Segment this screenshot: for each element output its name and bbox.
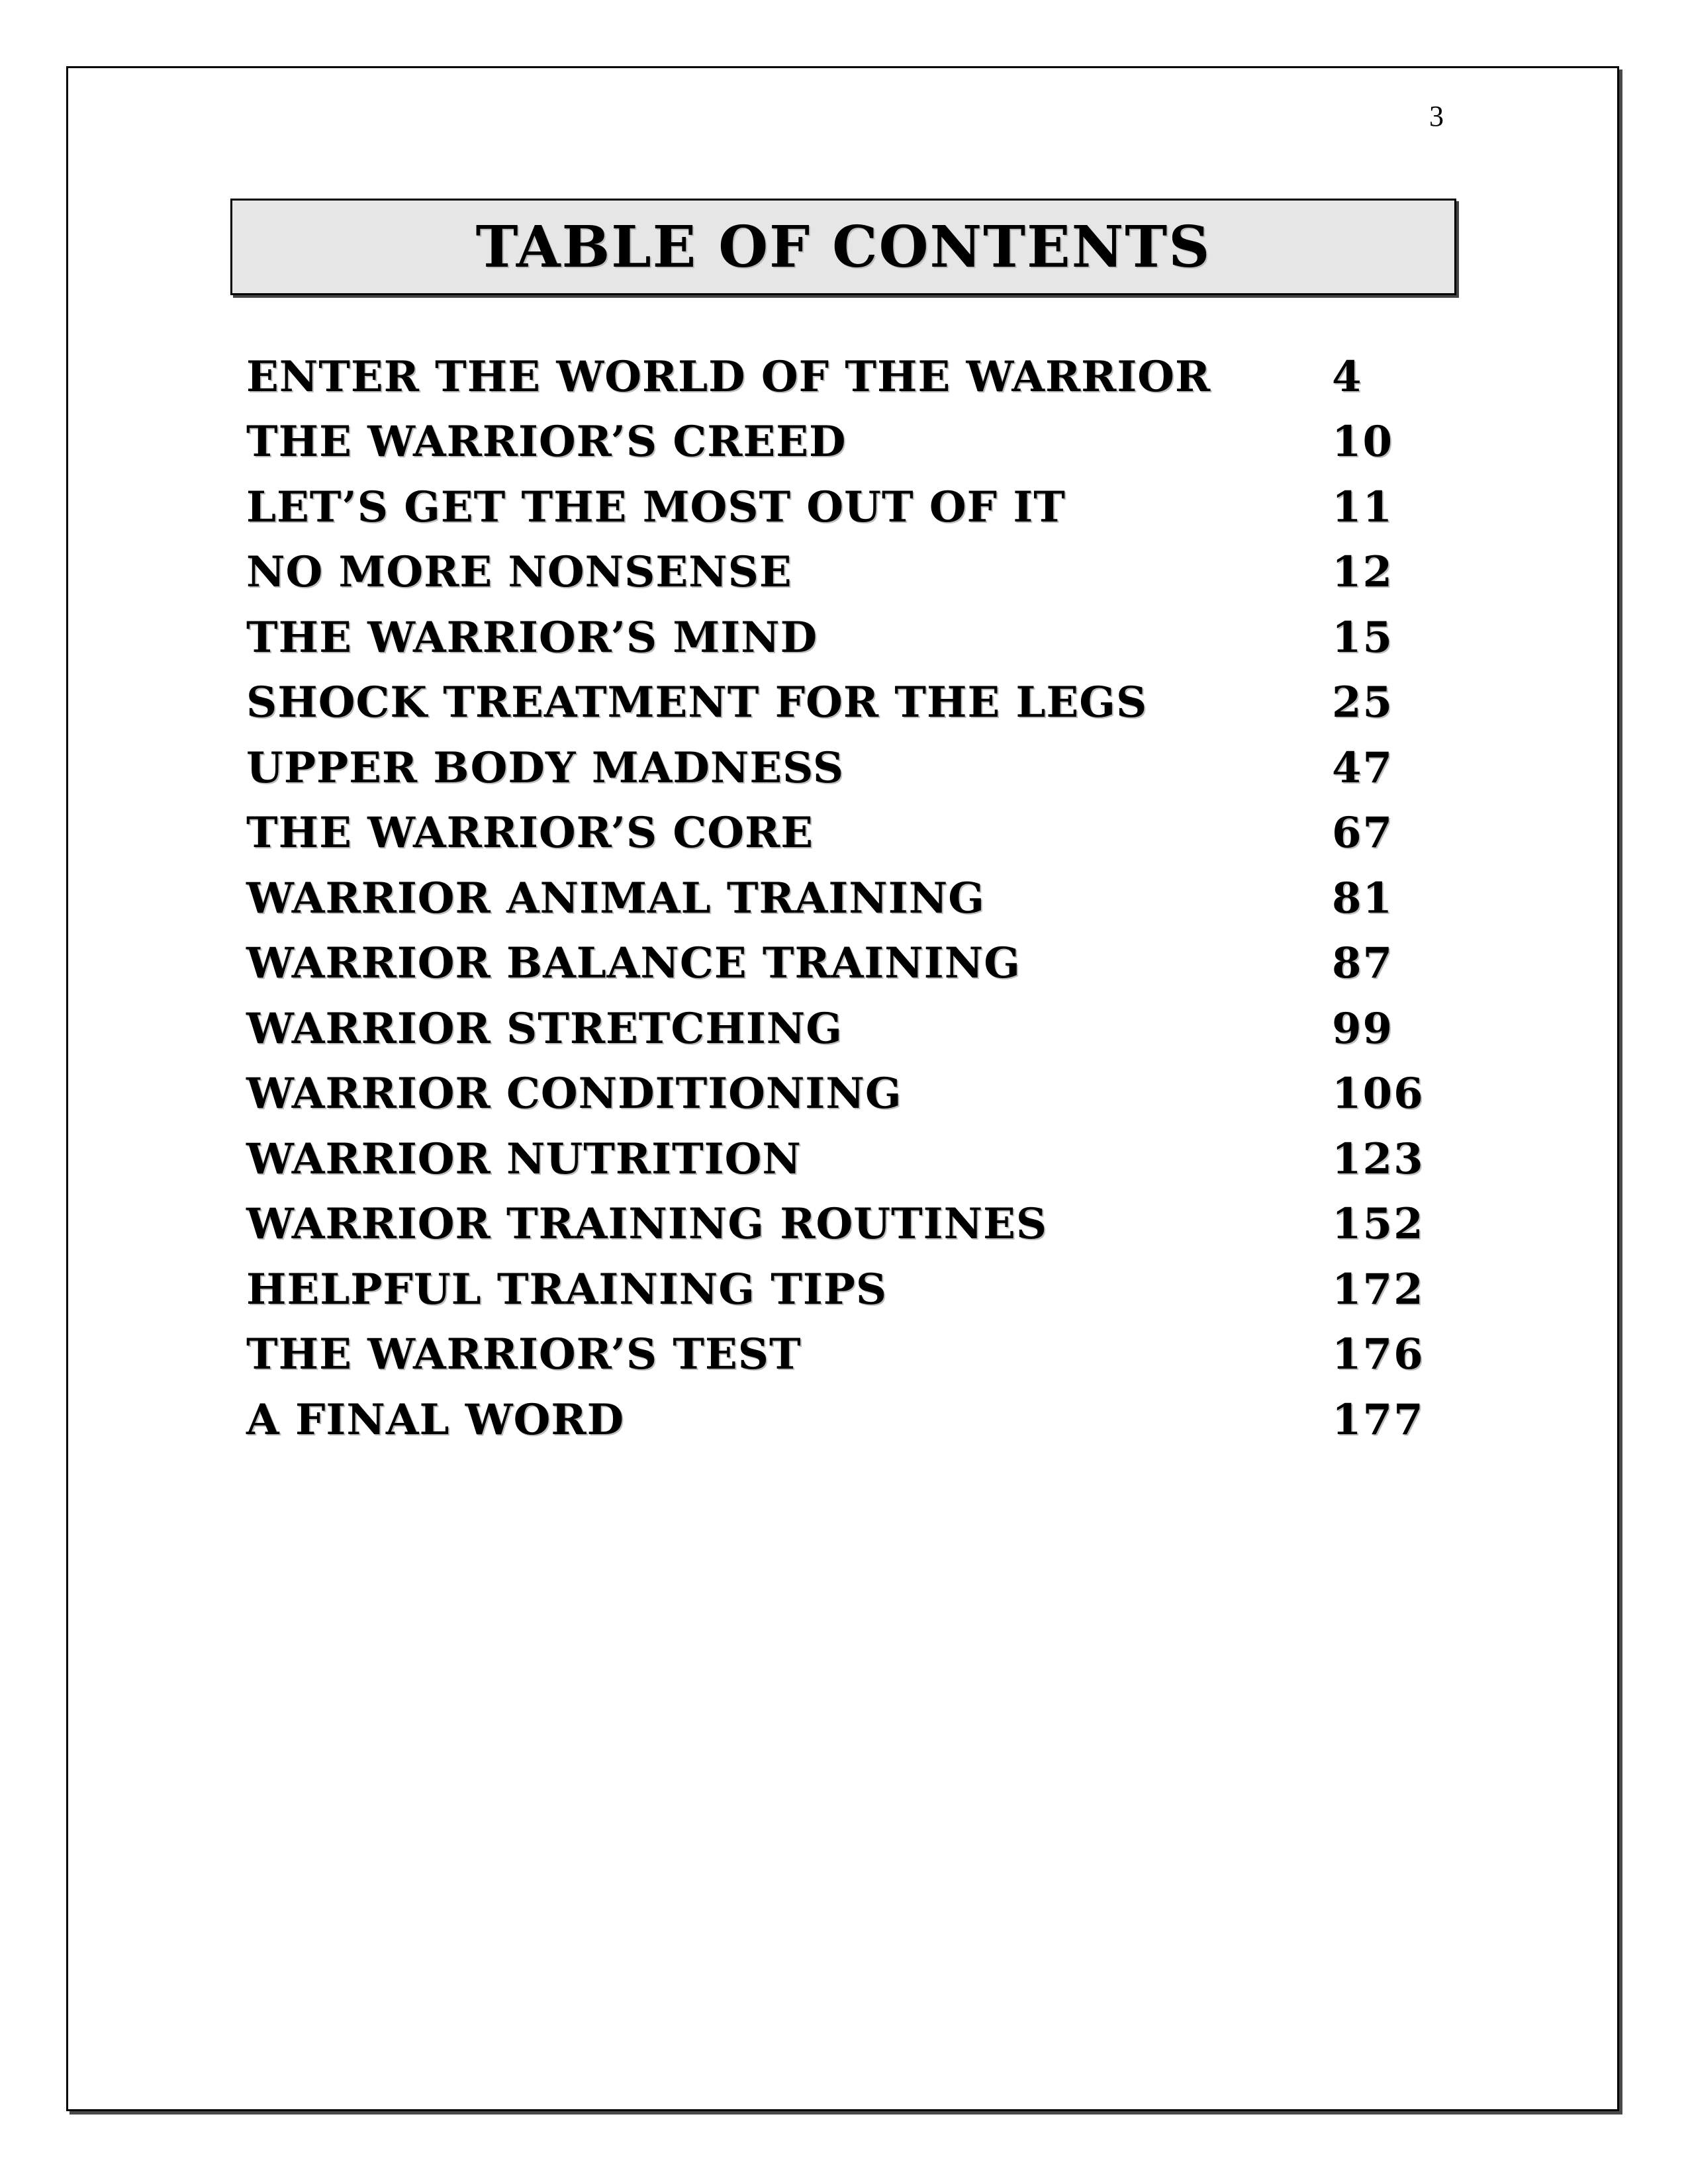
toc-entry-title: SHOCK TREATMENT FOR THE LEGS xyxy=(246,678,1148,728)
toc-entry[interactable] xyxy=(246,410,1438,475)
title-banner xyxy=(230,199,1456,295)
toc-entry-page: 99 xyxy=(1332,1003,1394,1054)
toc-entry-title: THE WARRIOR’S CORE xyxy=(246,808,814,858)
toc-entry-page: 177 xyxy=(1332,1394,1425,1445)
toc-entry[interactable] xyxy=(246,1322,1438,1388)
toc-entry[interactable] xyxy=(246,475,1438,540)
toc-entry-page: 87 xyxy=(1332,938,1394,989)
toc-entry-title: THE WARRIOR’S MIND xyxy=(246,612,818,662)
toc-entry[interactable] xyxy=(246,1387,1438,1453)
toc-entry-title: LET’S GET THE MOST OUT OF IT xyxy=(246,482,1066,532)
toc-entry[interactable] xyxy=(246,540,1438,606)
toc-entry-page: 4 xyxy=(1332,351,1363,402)
toc-entry-page: 25 xyxy=(1332,678,1394,728)
toc-entry-page: 176 xyxy=(1332,1330,1425,1380)
toc-entry-title: WARRIOR NUTRITION xyxy=(246,1134,802,1184)
toc-entry[interactable] xyxy=(246,931,1438,997)
toc-entry-title: HELPFUL TRAINING TIPS xyxy=(246,1264,888,1314)
toc-entry-page: 123 xyxy=(1332,1134,1425,1184)
toc-entry[interactable] xyxy=(246,866,1438,931)
page-number: 3 xyxy=(1429,100,1444,132)
toc-entry[interactable] xyxy=(246,1192,1438,1257)
toc-entry-title: THE WARRIOR’S CREED xyxy=(246,417,847,467)
page-title: TABLE OF CONTENTS xyxy=(475,213,1211,281)
toc-entry-page: 10 xyxy=(1332,417,1394,467)
toc-entry[interactable] xyxy=(246,1257,1438,1322)
toc-entry-page: 12 xyxy=(1332,547,1394,598)
toc-entry-title: WARRIOR CONDITIONING xyxy=(246,1069,902,1119)
toc-entry-page: 67 xyxy=(1332,808,1394,858)
toc-entry[interactable] xyxy=(246,605,1438,670)
toc-list xyxy=(246,344,1438,1453)
toc-entry-title: THE WARRIOR’S TEST xyxy=(246,1330,802,1380)
toc-entry-title: ENTER THE WORLD OF THE WARRIOR xyxy=(246,351,1211,402)
toc-entry[interactable] xyxy=(246,1062,1438,1127)
toc-entry-page: 47 xyxy=(1332,743,1394,793)
toc-entry-title: WARRIOR TRAINING ROUTINES xyxy=(246,1199,1048,1250)
toc-entry-title: WARRIOR ANIMAL TRAINING xyxy=(246,873,985,923)
toc-entry-title: UPPER BODY MADNESS xyxy=(246,743,845,793)
toc-entry-page: 172 xyxy=(1332,1264,1425,1314)
toc-entry[interactable] xyxy=(246,344,1438,410)
toc-entry[interactable] xyxy=(246,735,1438,801)
toc-entry-page: 152 xyxy=(1332,1199,1425,1250)
toc-entry-page: 81 xyxy=(1332,873,1394,923)
toc-entry-page: 11 xyxy=(1332,482,1394,532)
toc-entry-title: WARRIOR STRETCHING xyxy=(246,1003,843,1054)
toc-entry-page: 15 xyxy=(1332,612,1394,662)
toc-entry[interactable] xyxy=(246,670,1438,736)
toc-entry-title: NO MORE NONSENSE xyxy=(246,547,792,598)
toc-entry-title: WARRIOR BALANCE TRAINING xyxy=(246,938,1021,989)
toc-entry[interactable] xyxy=(246,1126,1438,1192)
toc-entry-title: A FINAL WORD xyxy=(246,1394,625,1445)
toc-entry[interactable] xyxy=(246,996,1438,1062)
toc-entry-page: 106 xyxy=(1332,1069,1425,1119)
toc-entry[interactable] xyxy=(246,801,1438,866)
